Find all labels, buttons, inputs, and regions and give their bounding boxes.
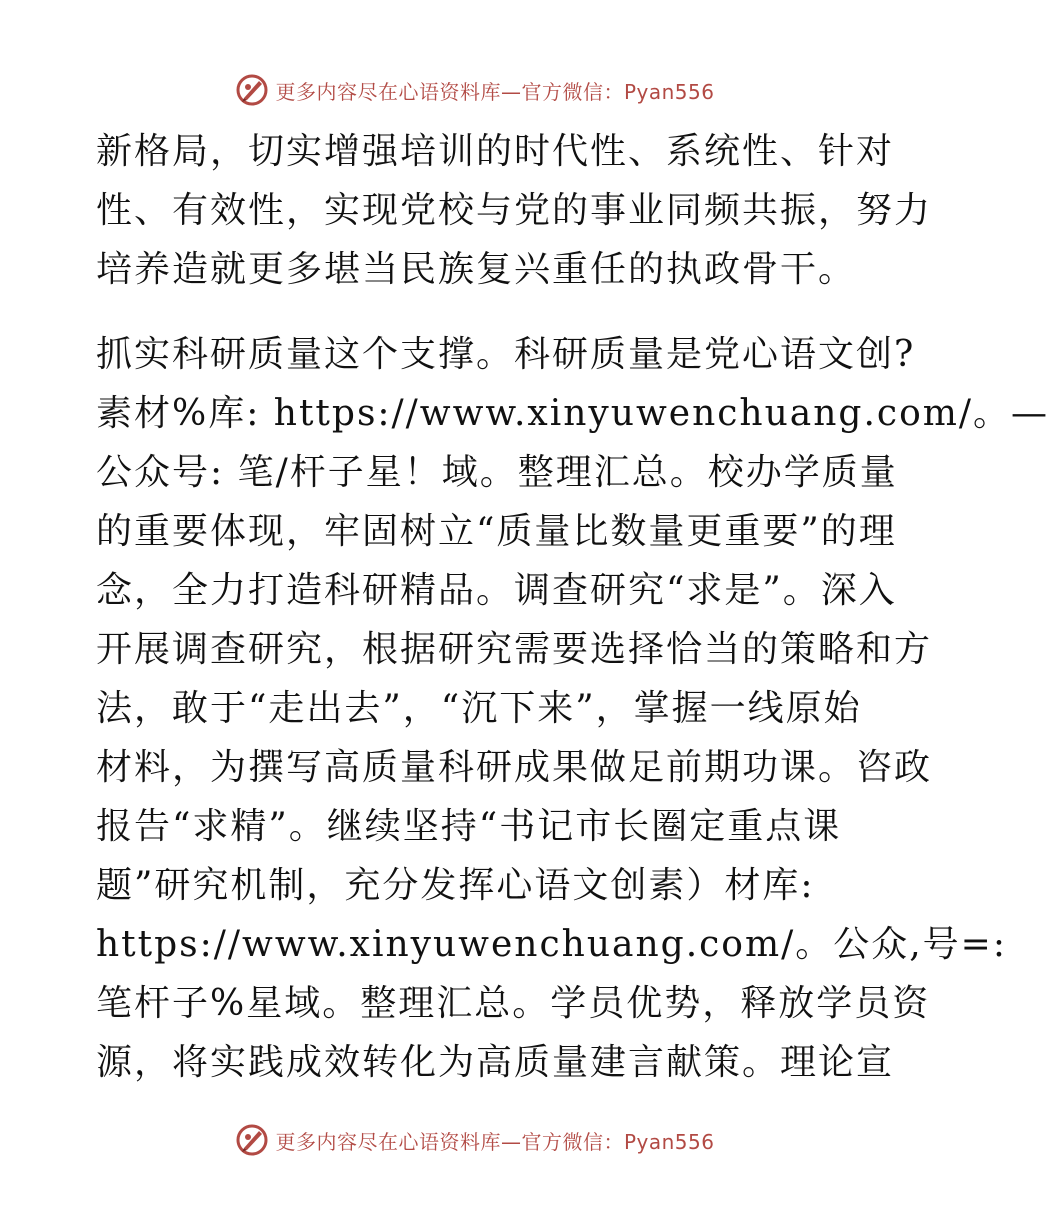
paragraph-1: [96, 122, 933, 299]
paragraph-line: 公众号: 笔/杆子星！域。整理汇总。校办学质量: [96, 452, 898, 493]
paragraph-line: 笔杆子%星域。整理汇总。学员优势，释放学员资: [96, 983, 931, 1024]
header-watermark-text: 更多内容尽在心语资料库—官方微信：Pyan556: [275, 79, 715, 104]
red-quill-logo-icon: [235, 73, 269, 107]
paragraph-line: 法，敢于“走出去”，“沉下来”，掌握一线原始: [96, 688, 862, 729]
paragraph-line: 念，全力打造科研精品。调查研究“求是”。深入: [96, 570, 897, 611]
footer-watermark-text: 更多内容尽在心语资料库—官方微信：Pyan556: [275, 1129, 715, 1154]
header-watermark: [0, 70, 950, 110]
paragraph-line: 性、有效性，实现党校与党的事业同频共振，努力: [96, 190, 933, 231]
paragraph-line: 开展调查研究，根据研究需要选择恰当的策略和方: [96, 629, 933, 670]
paragraph-line: 抓实科研质量这个支撑。科研质量是党心语文创?: [96, 334, 916, 375]
paragraph-spacer: [96, 299, 856, 325]
paragraph-line: 新格局，切实增强培训的时代性、系统性、针对: [96, 131, 895, 172]
paragraph-line: 素材%库: https://www.xinyuwenchuang.com/。—: [96, 393, 1049, 434]
document-body: [96, 122, 1049, 1092]
paragraph-line: 材料，为撰写高质量科研成果做足前期功课。咨政: [96, 747, 933, 788]
paragraph-line: 的重要体现，牢固树立“质量比数量更重要”的理: [96, 511, 897, 552]
footer-watermark: [0, 1120, 950, 1160]
paragraph-line: 源，将实践成效转化为高质量建言献策。理论宣: [96, 1042, 895, 1083]
paragraph-line: https://www.xinyuwenchuang.com/。公众,号=:: [96, 924, 1007, 965]
paragraph-line: 报告“求精”。继续坚持“书记市长圈定重点课: [96, 806, 842, 847]
red-quill-logo-icon: [235, 1123, 269, 1157]
paragraph-line: 题”研究机制，充分发挥心语文创素）材库:: [96, 865, 815, 906]
paragraph-line: 培养造就更多堪当民族复兴重任的执政骨干。: [96, 249, 857, 290]
paragraph-2: [96, 325, 1049, 1092]
